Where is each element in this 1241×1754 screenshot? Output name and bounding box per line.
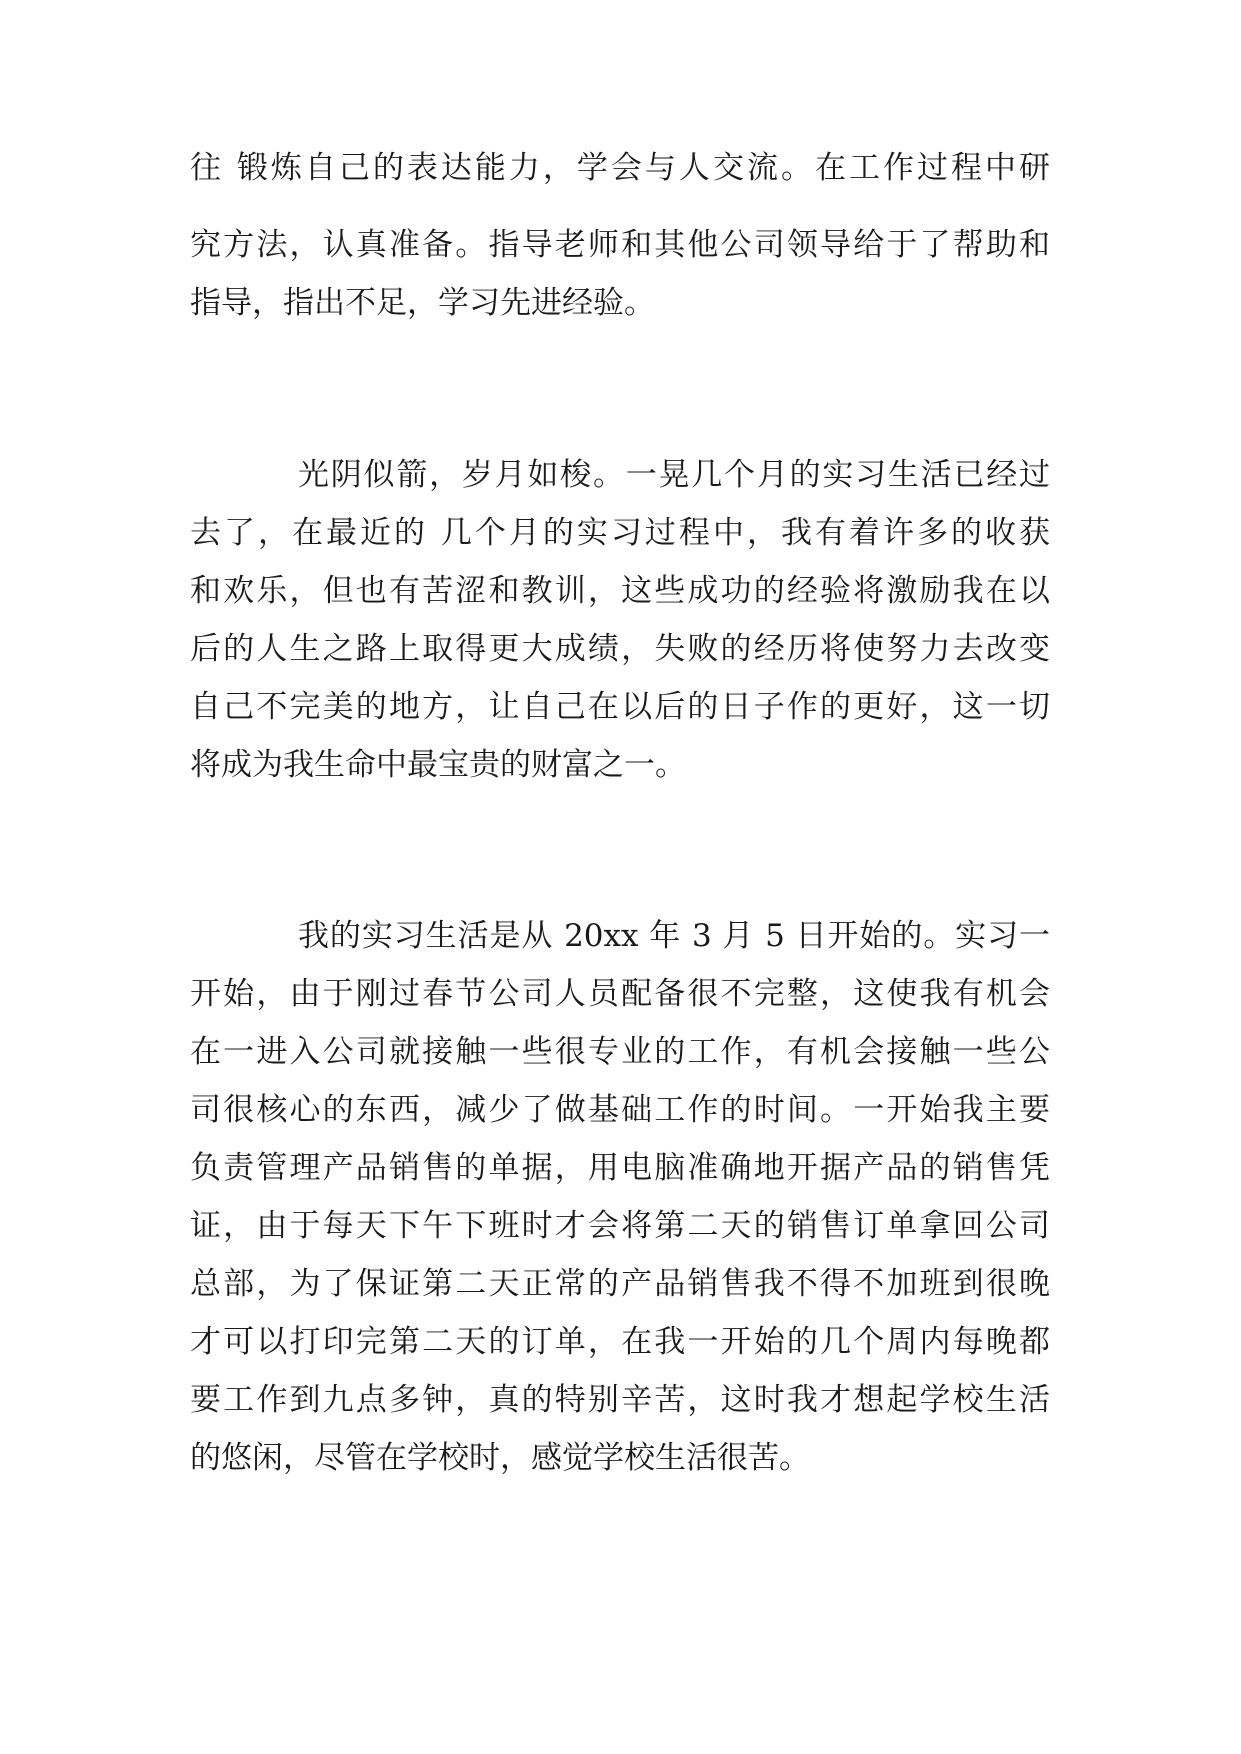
paragraph-1-line-1: 往 锻炼自己的表达能力，学会与人交流。在工作过程中研 — [190, 150, 1050, 186]
paragraph-2-line-3: 和欢乐，但也有苦涩和教训，这些成功的经验将激励我在以 — [190, 573, 1050, 609]
paragraph-1-line-2: 究方法，认真准备。指导老师和其他公司领导给于了帮助和 — [190, 227, 1050, 263]
paragraph-3-line-7: 总部，为了保证第二天正常的产品销售我不得不加班到很晚 — [190, 1266, 1050, 1302]
paragraph-3-line-10: 的悠闲，尽管在学校时，感觉学校生活很苦。 — [190, 1440, 810, 1476]
paragraph-2-line-1: 光阴似箭，岁月如梭。一晃几个月的实习生活已经过 — [298, 457, 1050, 493]
paragraph-1-line-3: 指导，指出不足，学习先进经验。 — [190, 285, 655, 321]
paragraph-3-line-2: 开始，由于刚过春节公司人员配备很不完整，这使我有机会 — [190, 976, 1050, 1012]
paragraph-2-line-4: 后的人生之路上取得更大成绩，失败的经历将使努力去改变 — [190, 631, 1050, 667]
paragraph-3-line-8: 才可以打印完第二天的订单，在我一开始的几个周内每晚都 — [190, 1324, 1050, 1360]
paragraph-3-line-4: 司很核心的东西，减少了做基础工作的时间。一开始我主要 — [190, 1092, 1050, 1128]
paragraph-3-line-5: 负责管理产品销售的单据，用电脑准确地开据产品的销售凭 — [190, 1150, 1050, 1186]
paragraph-2-line-5: 自己不完美的地方，让自己在以后的日子作的更好，这一切 — [190, 689, 1050, 725]
paragraph-3-line-1: 我的实习生活是从 20xx 年 3 月 5 日开始的。实习一 — [298, 918, 1050, 954]
paragraph-3-line-3: 在一进入公司就接触一些很专业的工作，有机会接触一些公 — [190, 1034, 1050, 1070]
paragraph-2-line-2: 去了，在最近的 几个月的实习过程中，我有着许多的收获 — [190, 515, 1050, 551]
paragraph-2-line-6: 将成为我生命中最宝贵的财富之一。 — [190, 747, 686, 783]
paragraph-3-line-9: 要工作到九点多钟，真的特别辛苦，这时我才想起学校生活 — [190, 1382, 1050, 1418]
paragraph-3-line-6: 证，由于每天下午下班时才会将第二天的销售订单拿回公司 — [190, 1208, 1050, 1244]
